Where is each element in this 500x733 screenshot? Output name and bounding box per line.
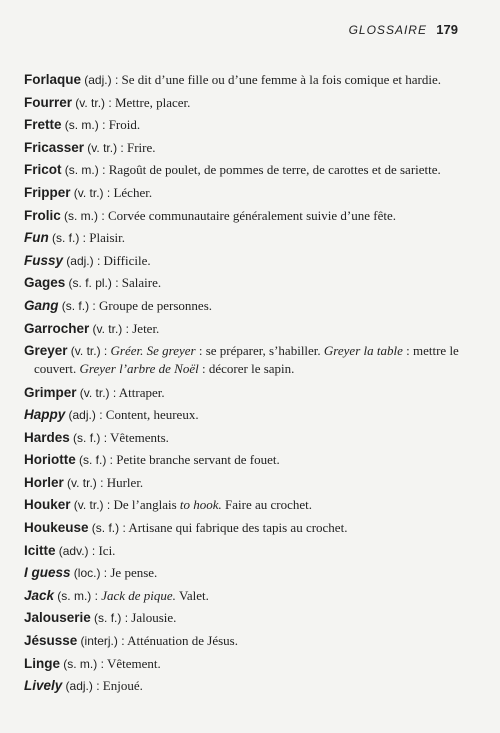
entry-term: Garrocher — [24, 320, 90, 336]
glossary-entry — [24, 632, 469, 650]
glossary-entry — [24, 161, 469, 179]
entry-definition: Ici. — [98, 542, 116, 558]
entry-term: Happy — [24, 407, 66, 423]
entry-definition: Enjoué. — [102, 678, 143, 694]
entry-definition: Artisane qui fabrique des tapis au crochet. — [128, 520, 348, 536]
glossary-entry — [24, 252, 469, 270]
glossary-entry — [24, 274, 469, 292]
glossary-list — [24, 71, 469, 700]
entry-grammar: (adj.) : — [65, 679, 100, 694]
entry-definition: Je pense. — [110, 565, 158, 581]
entry-definition: Vêtement. — [106, 655, 161, 671]
entry-grammar: (adj.) : — [84, 73, 119, 87]
entry-term: Houkeuse — [24, 520, 89, 536]
glossary-entry — [24, 519, 469, 537]
entry-term: Fun — [24, 230, 49, 246]
entry-term: Hardes — [24, 429, 70, 445]
entry-definition: Lécher. — [113, 184, 153, 200]
entry-grammar: (adj.) : — [68, 408, 103, 423]
glossary-entry — [24, 116, 469, 134]
entry-definition-italic: Jack de pique. — [101, 587, 176, 603]
entry-term: Jésusse — [24, 633, 78, 649]
glossary-entry — [24, 384, 469, 402]
glossary-entry — [24, 677, 469, 695]
entry-definition: Vêtements. — [110, 429, 169, 445]
glossary-entry — [24, 609, 469, 627]
glossary-entry — [24, 71, 469, 89]
entry-definition: : se préparer, s’habiller. — [198, 343, 321, 359]
entry-grammar: (v. tr.) : — [73, 498, 111, 513]
entry-grammar: (adv.) : — [58, 543, 96, 558]
entry-grammar: (s. f.) : — [61, 298, 96, 313]
glossary-entry — [24, 94, 469, 112]
entry-definition: Frire. — [127, 139, 156, 155]
running-header — [349, 22, 458, 37]
glossary-entry — [24, 229, 469, 247]
entry-grammar: (v. tr.) : — [67, 475, 104, 490]
entry-grammar: (v. tr.) : — [87, 140, 124, 155]
entry-grammar: (v. tr.) : — [92, 321, 129, 336]
entry-term: Horler — [24, 474, 64, 490]
glossary-entry — [24, 139, 469, 157]
glossary-entry — [24, 564, 469, 582]
entry-term: Fussy — [24, 252, 64, 268]
entry-term: Fricasser — [24, 139, 85, 155]
entry-definition: Hurler. — [106, 474, 144, 490]
entry-definition: Atténuation de Jésus. — [127, 633, 238, 649]
entry-term: Icitte — [24, 542, 56, 558]
entry-term: Frolic — [24, 207, 61, 223]
entry-grammar: (s. f.) : — [73, 430, 108, 445]
entry-term: Frette — [24, 117, 62, 133]
entry-grammar: (adj.) : — [66, 253, 101, 268]
entry-definition: Valet. — [178, 587, 209, 603]
entry-grammar: (v. tr.) : — [70, 344, 108, 359]
entry-grammar: (s. m.) : — [64, 208, 105, 223]
entry-definition: Salaire. — [121, 275, 162, 291]
entry-term: Greyer — [24, 343, 68, 359]
entry-definition: Attraper. — [118, 384, 165, 400]
entry-definition: Content, heureux. — [105, 407, 199, 423]
entry-definition: Jeter. — [132, 320, 160, 336]
entry-grammar: (loc.) : — [73, 566, 108, 581]
entry-grammar: (s. m.) : — [63, 656, 104, 671]
entry-definition: Corvée communautaire généralement suivie d’une fête. — [107, 207, 396, 223]
entry-grammar: (s. m.) : — [64, 118, 106, 133]
entry-term: Fripper — [24, 184, 71, 200]
entry-definition: Plaisir. — [89, 230, 126, 246]
entry-definition-italic: Greyer la table — [323, 343, 403, 359]
glossary-entry — [24, 207, 469, 225]
entry-grammar: (s. m.) : — [57, 588, 98, 603]
entry-definition: Froid. — [108, 117, 141, 133]
glossary-entry — [24, 474, 469, 492]
entry-definition: Jalousie. — [131, 610, 177, 626]
entry-definition-italic: to hook. — [179, 497, 222, 513]
entry-definition-italic: Greyer l’arbre de Noël — [79, 361, 199, 377]
entry-definition: : mettre le couvert. — [34, 343, 459, 377]
entry-term: Jalouserie — [24, 610, 91, 626]
entry-grammar: (v. tr.) : — [79, 385, 117, 400]
entry-definition: Difficile. — [103, 252, 151, 268]
entry-definition: De l’anglais — [113, 497, 177, 513]
glossary-entry — [24, 587, 469, 605]
entry-definition: Faire au crochet. — [225, 497, 313, 513]
glossary-entry — [24, 342, 469, 378]
entry-definition: Se dit d’une fille ou d’une femme à la fois comique et hardie. — [121, 72, 442, 87]
glossary-entry — [24, 429, 469, 447]
entry-definition: Petite branche servant de fouet. — [116, 452, 280, 468]
entry-definition-italic: Gréer. Se greyer — [110, 343, 196, 359]
entry-grammar: (s. f.) : — [94, 611, 129, 626]
entry-term: Gang — [24, 297, 59, 313]
entry-term: Linge — [24, 655, 60, 671]
entry-term: Horiotte — [24, 452, 76, 468]
entry-grammar: (v. tr.) : — [75, 95, 112, 110]
entry-term: Grimper — [24, 384, 77, 400]
glossary-entry — [24, 406, 469, 424]
entry-term: Forlaque — [24, 72, 82, 87]
entry-term: Fourrer — [24, 94, 73, 110]
entry-term: Lively — [24, 678, 63, 694]
page-number: 179 — [436, 22, 458, 37]
entry-grammar: (s. f. pl.) : — [68, 276, 119, 291]
entry-term: Gages — [24, 275, 66, 291]
entry-grammar: (s. f.) : — [52, 231, 86, 246]
entry-definition: Ragoût de poulet, de pommes de terre, de carottes et de sariette. — [108, 162, 441, 178]
entry-term: Houker — [24, 497, 71, 513]
entry-grammar: (s. f.) : — [91, 521, 126, 536]
entry-grammar: (interj.) : — [80, 634, 125, 649]
entry-term: I guess — [24, 565, 71, 581]
entry-definition: : décorer le sapin. — [202, 361, 295, 377]
section-title: GLOSSAIRE — [348, 23, 427, 37]
glossary-entry — [24, 542, 469, 560]
entry-grammar: (s. m.) : — [64, 163, 106, 178]
entry-grammar: (s. f.) : — [79, 453, 113, 468]
glossary-entry — [24, 655, 469, 673]
entry-grammar: (v. tr.) : — [73, 185, 111, 200]
glossary-entry — [24, 496, 469, 514]
glossary-entry — [24, 184, 469, 202]
entry-term: Jack — [24, 587, 55, 603]
glossary-entry — [24, 451, 469, 469]
glossary-entry — [24, 297, 469, 315]
glossary-entry — [24, 320, 469, 338]
entry-term: Fricot — [24, 162, 62, 178]
entry-definition: Mettre, placer. — [114, 94, 191, 110]
entry-definition: Groupe de personnes. — [99, 297, 213, 313]
